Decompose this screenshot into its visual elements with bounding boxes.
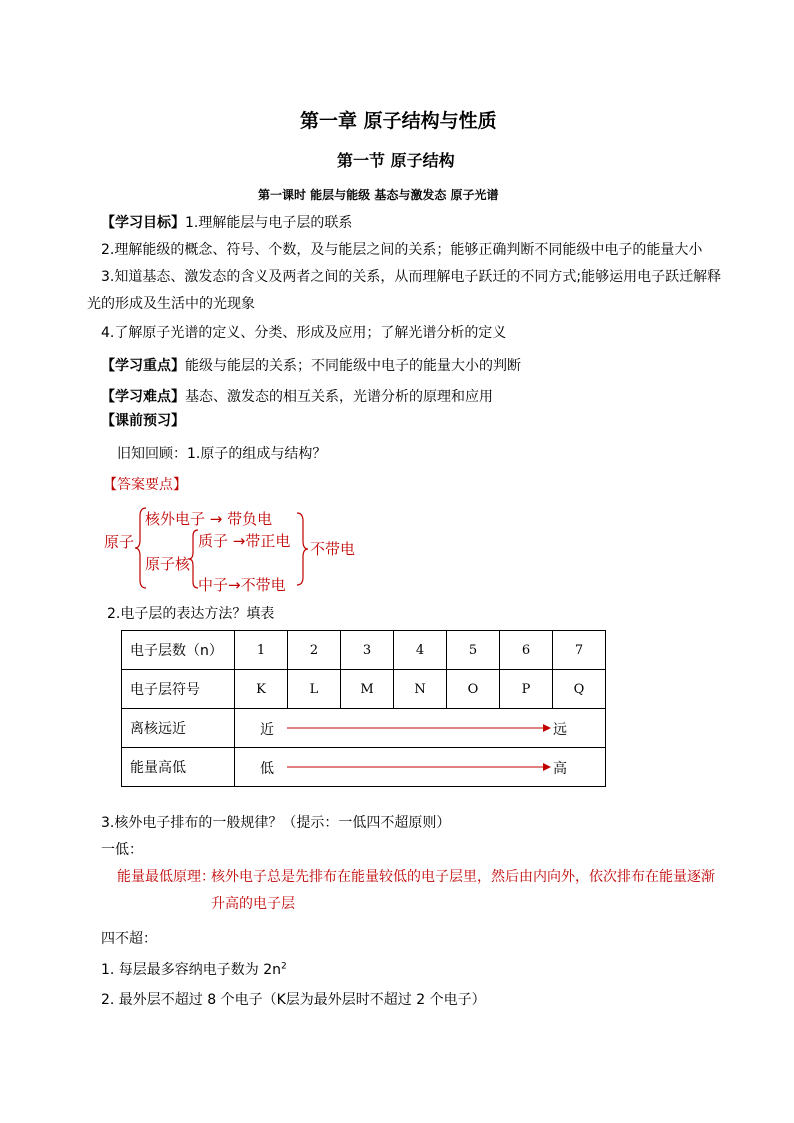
objectives-line1	[101, 212, 352, 232]
difficulties	[101, 386, 493, 406]
table-cell: 6	[500, 631, 553, 670]
key-points-label: 【学习重点】	[101, 358, 185, 374]
table-cell: N	[394, 670, 447, 709]
table-cell: 1	[235, 631, 288, 670]
distance-end-label: 远	[553, 722, 567, 738]
table-cell: 2	[288, 631, 341, 670]
one-low-label: 一低：	[101, 842, 143, 858]
right-arrow-icon	[287, 760, 553, 774]
key-points-text: 能级与能层的关系；不同能级中电子的能量大小的判断	[185, 358, 521, 374]
review-question-1: 旧知回顾：1.原子的组成与结构？	[117, 446, 327, 462]
objective-item-3a: 3.知道基态、激发态的含义及两者之间的关系，从而理解电子跃迁的不同方式;能够运用电子跃迁解释	[101, 269, 722, 285]
table-row	[122, 748, 606, 787]
difficulties-text: 基态、激发态的相互关系，光谱分析的原理和应用	[185, 389, 493, 405]
table-cell: O	[447, 670, 500, 709]
table-row	[122, 631, 606, 670]
lesson-title: 第一课时 能层与能级 基态与激发态 原子光谱	[258, 188, 499, 202]
neutron-label: 中子→不带电	[198, 576, 286, 594]
row-label-energy: 能量高低	[122, 748, 235, 787]
objective-item-2: 2.理解能级的概念、符号、个数，及与能层之间的关系；能够正确判断不同能级中电子的能量大小	[101, 242, 703, 258]
rule-2: 2. 最外层不超过 8 个电子（K层为最外层时不超过 2 个电子）	[101, 992, 486, 1008]
energy-arrow-cell	[235, 748, 606, 787]
atom-label: 原子	[104, 533, 135, 551]
table-cell: P	[500, 670, 553, 709]
row-label-shell-number: 电子层数（n）	[122, 631, 235, 670]
table-cell: 3	[341, 631, 394, 670]
nucleus-label: 原子核	[145, 555, 191, 573]
preview-label: 【课前预习】	[101, 413, 185, 429]
distance-start-label: 近	[260, 722, 274, 738]
energy-end-label: 高	[553, 761, 567, 777]
principle-label: 能量最低原理：	[117, 869, 215, 885]
objectives-label: 【学习目标】	[101, 215, 185, 231]
electrons-label: 核外电子 → 带负电	[145, 510, 273, 528]
energy-start-label: 低	[260, 761, 274, 777]
difficulties-label: 【学习难点】	[101, 389, 185, 405]
table-row	[122, 709, 606, 748]
section-title: 第一节 原子结构	[337, 151, 455, 170]
objective-item-4: 4.了解原子光谱的定义、分类、形成及应用；了解光谱分析的定义	[101, 325, 507, 341]
table-cell: 4	[394, 631, 447, 670]
table-cell: 7	[553, 631, 606, 670]
table-cell: Q	[553, 670, 606, 709]
rule-1	[101, 959, 287, 979]
table-cell: K	[235, 670, 288, 709]
rule-1-text: 1. 每层最多容纳电子数为 2n	[101, 962, 282, 978]
answer-label: 【答案要点】	[103, 477, 187, 493]
key-points	[101, 355, 521, 375]
principle-text-b: 升高的电子层	[211, 896, 295, 912]
row-label-distance: 离核远近	[122, 709, 235, 748]
table-cell: L	[288, 670, 341, 709]
question-3: 3.核外电子排布的一般规律？（提示：一低四不超原则）	[101, 815, 451, 831]
row-label-shell-symbol: 电子层符号	[122, 670, 235, 709]
chapter-title: 第一章 原子结构与性质	[300, 110, 497, 132]
table-cell: 5	[447, 631, 500, 670]
objective-item-3b: 光的形成及生活中的光现象	[87, 296, 255, 312]
right-arrow-icon	[287, 721, 553, 735]
four-not-exceed-label: 四不超：	[101, 931, 157, 947]
table-cell: M	[341, 670, 394, 709]
rule-1-superscript: 2	[281, 961, 287, 972]
table-row	[122, 670, 606, 709]
electron-shell-table	[121, 630, 606, 787]
charge-brace-icon	[295, 511, 309, 587]
nucleus-neutral-label: 不带电	[310, 540, 356, 558]
question-2: 2.电子层的表达方法？填表	[107, 606, 275, 622]
principle-text-a: 核外电子总是先排布在能量较低的电子层里，然后由内向外，依次排布在能量逐渐	[211, 869, 715, 885]
proton-label: 质子 →带正电	[198, 532, 291, 550]
distance-arrow-cell	[235, 709, 606, 748]
objective-item-1: 1.理解能层与电子层的联系	[185, 215, 353, 231]
